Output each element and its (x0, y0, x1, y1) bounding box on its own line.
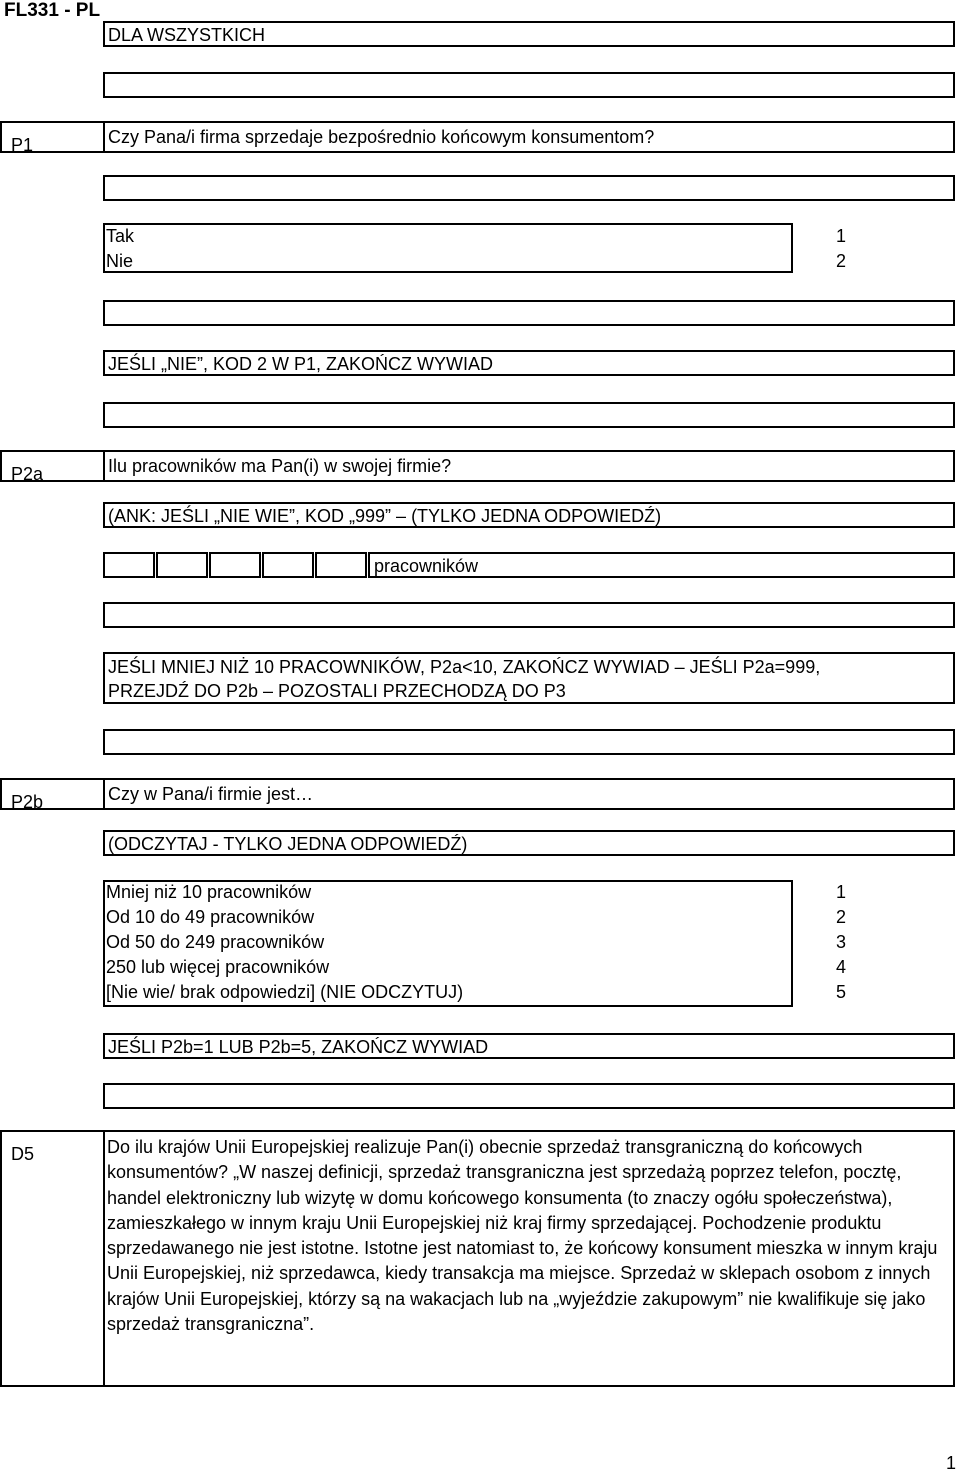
question-text-cell (103, 121, 955, 153)
filter-instruction-p1: JEŚLI „NIE”, KOD 2 W P1, ZAKOŃCZ WYWIAD (108, 354, 494, 374)
question-id-p2a: P2a (11, 464, 44, 484)
filter-instruction-p2b: JEŚLI P2b=1 LUB P2b=5, ZAKOŃCZ WYWIAD (108, 1037, 489, 1057)
spacer-box (103, 72, 955, 98)
question-text-cell (103, 450, 955, 482)
document-code: FL331 - PL (4, 0, 101, 21)
option-label: Tak (106, 226, 135, 246)
option-label: Mniej niż 10 pracowników (106, 882, 312, 902)
question-p2a: Ilu pracowników ma Pan(i) w swojej firmie? (108, 456, 452, 476)
option-code: 1 (835, 226, 846, 246)
question-id-cell (0, 450, 103, 482)
spacer-box (103, 175, 955, 201)
option-code: 1 (835, 882, 846, 902)
options-box-p1 (103, 223, 793, 273)
numeric-answer-field[interactable] (103, 552, 368, 578)
digit-cell[interactable] (103, 552, 155, 578)
option-code: 2 (835, 907, 846, 927)
question-id-cell (0, 121, 103, 153)
instruction-p2a: (ANK: JEŚLI „NIE WIE”, KOD „999” – (TYLKO JEDNA ODPOWIEDŹ) (108, 506, 662, 526)
option-code: 2 (835, 251, 846, 271)
filter-instruction-p2a-line2: PRZEJDŹ DO P2b – POZOSTALI PRZECHODZĄ DO P3 (108, 681, 566, 701)
spacer-box (103, 402, 955, 428)
digit-cell[interactable] (156, 552, 208, 578)
option-label: [Nie wie/ brak odpowiedzi] (NIE ODCZYTUJ) (106, 982, 464, 1002)
spacer-box (103, 300, 955, 326)
option-label: Nie (106, 251, 134, 271)
question-id-cell (0, 778, 103, 810)
instruction-p2b: (ODCZYTAJ - TYLKO JEDNA ODPOWIEDŹ) (108, 834, 468, 854)
unit-box (368, 552, 955, 578)
filter-instruction-p2a-line1: JEŚLI MNIEJ NIŻ 10 PRACOWNIKÓW, P2a<10, ZAKOŃCZ WYWIAD – JEŚLI P2a=999, (108, 657, 821, 677)
instruction-box-p2b (103, 830, 955, 856)
digit-cell[interactable] (262, 552, 314, 578)
option-label: Od 10 do 49 pracowników (106, 907, 315, 927)
question-id-d5: D5 (11, 1144, 35, 1164)
filter-box-p2b (103, 1033, 955, 1059)
instruction-box-p2a (103, 502, 955, 528)
option-code: 4 (835, 957, 846, 977)
digit-cell[interactable] (315, 552, 367, 578)
digit-cell[interactable] (209, 552, 261, 578)
question-id-p1: P1 (11, 135, 34, 155)
question-p1: Czy Pana/i firma sprzedaje bezpośrednio końcowym konsumentom? (108, 127, 655, 147)
question-text-cell (103, 778, 955, 810)
unit-label: pracowników (374, 556, 479, 576)
question-d5: Do ilu krajów Unii Europejskiej realizuje Pan(i) obecnie sprzedaż transgraniczną do końcowych konsumentów? „W naszej definicji, sprzedaż transgraniczna jest sprzedażą poprzez telefon, pocztę, handel elektroniczny lub wizytę w domu końcowego konsumenta (to znaczy ogółu społeczeństwa), zamieszkałego w innym kraju Unii Europejskiej niż kraj firmy sprzedającej. Pochodzenie produktu sprzedawanego nie jest istotne. Istotne jest natomiast to, że końcowy konsument mieszka w innym kraju Unii Europejskiej, niż sprzedawca, kiedy transakcja ma miejsce. Sprzedaż w sklepach osobom z innych krajów Unii Europejskiej, którzy są na wakacjach lub na „wyjeździe zakupowym” nie kwalifikuje się jako sprzedaż transgraniczna”. (107, 1137, 938, 1335)
option-label: Od 50 do 249 pracowników (106, 932, 325, 952)
option-code: 3 (835, 932, 846, 952)
question-id-p2b: P2b (11, 792, 44, 812)
page-number: 1 (946, 1453, 957, 1473)
question-p2b: Czy w Pana/i firmie jest… (108, 784, 314, 804)
audience-banner (103, 21, 955, 47)
filter-box-p2a (103, 652, 955, 704)
audience-label: DLA WSZYSTKICH (108, 25, 266, 45)
option-code: 5 (835, 982, 846, 1002)
question-id-cell (0, 1130, 103, 1387)
option-label: 250 lub więcej pracowników (106, 957, 330, 977)
spacer-box (103, 602, 955, 628)
spacer-box (103, 729, 955, 755)
filter-box-p1 (103, 350, 955, 376)
spacer-box (103, 1083, 955, 1109)
